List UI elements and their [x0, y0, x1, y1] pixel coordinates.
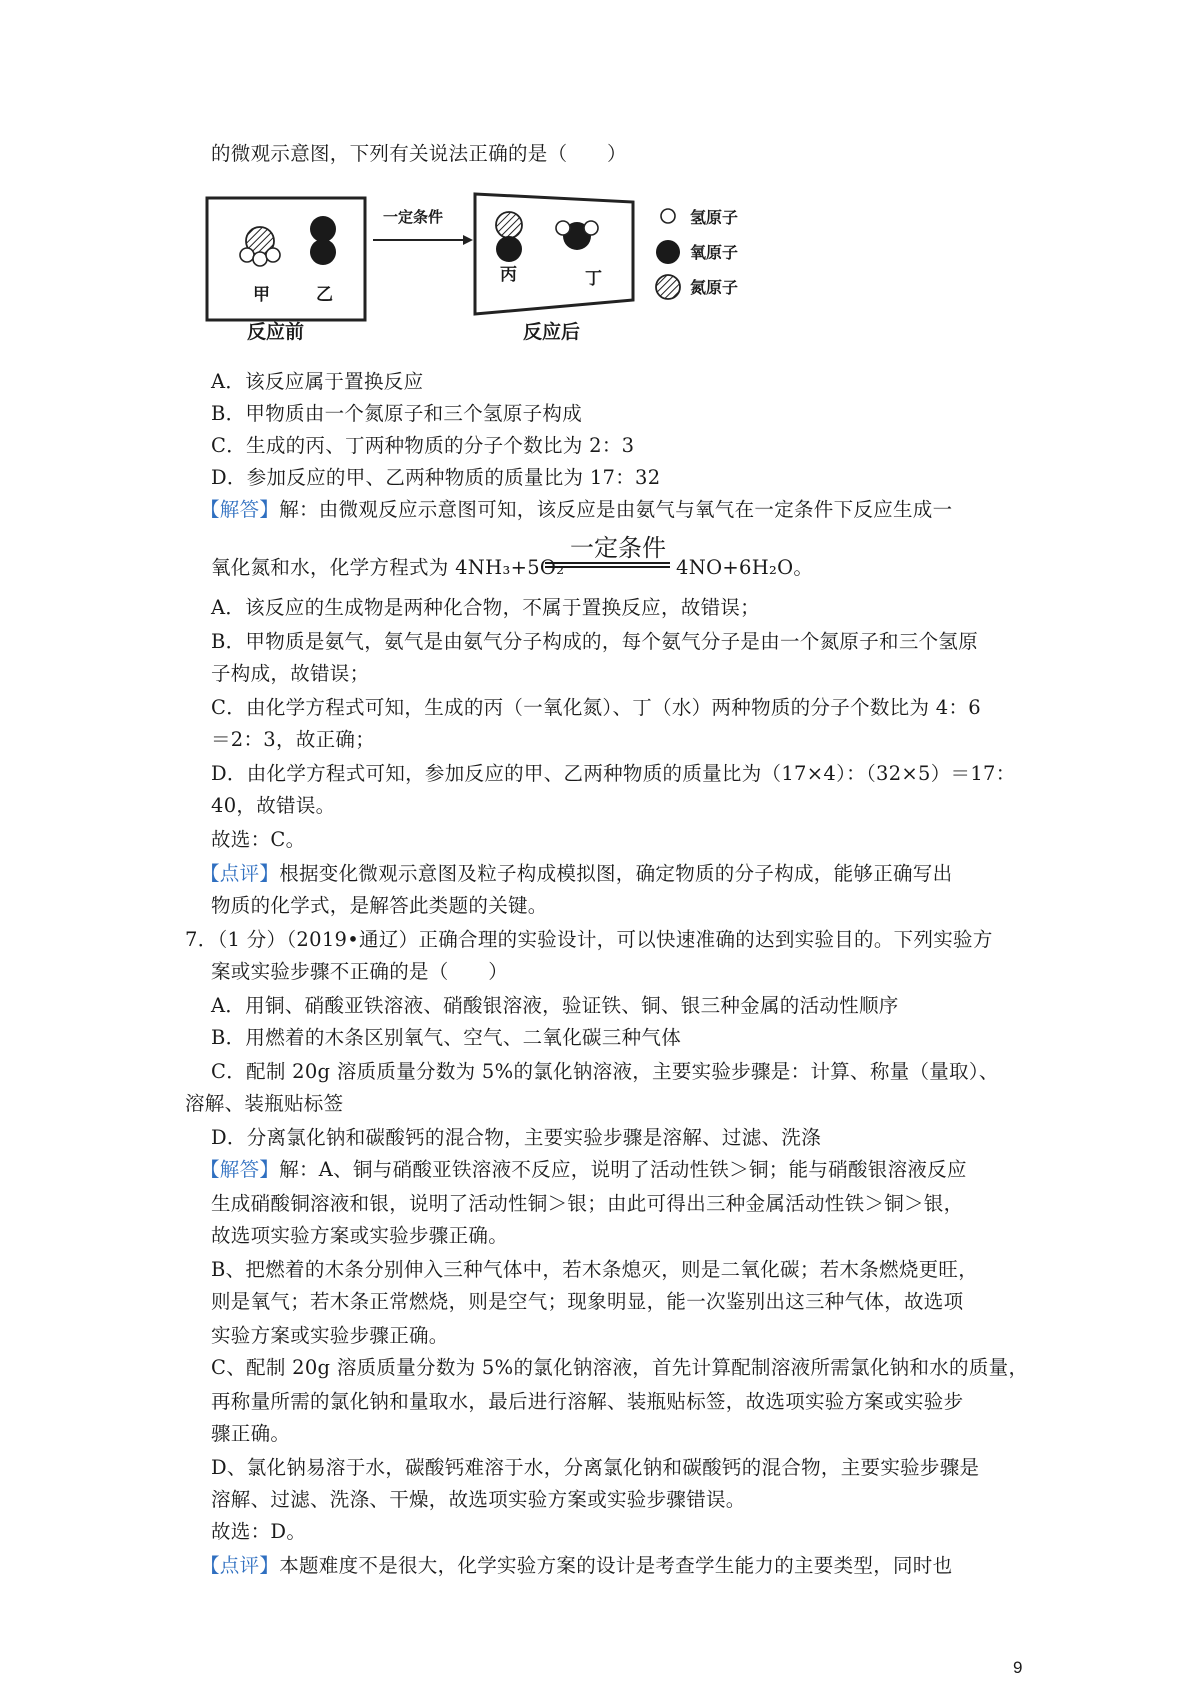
- equation-bar-top: [545, 562, 670, 564]
- equation-bar-bottom: [545, 566, 670, 568]
- q7-answer-b-3: 实验方案或实验步骤正确。: [211, 1324, 449, 1347]
- label-after: 反应后: [523, 321, 581, 343]
- q7-option-c-2: 溶解、装瓶贴标签: [185, 1092, 344, 1115]
- arrow-label: 一定条件: [383, 208, 444, 226]
- legend-nitrogen: 氮原子: [690, 278, 739, 297]
- q7-choice: 故选：D。: [211, 1520, 307, 1543]
- q6-option-d: D．参加反应的甲、乙两种物质的质量比为 17：32: [211, 466, 661, 489]
- comment-tag: 【点评】: [200, 862, 280, 885]
- q7-option-c-1: C．配制 20g 溶质质量分数为 5%的氯化钠溶液，主要实验步骤是：计算、称量（量取）、: [211, 1060, 999, 1083]
- q6-equation-left: 氧化氮和水，化学方程式为 4NH₃+5O₂: [211, 556, 565, 579]
- q7-answer-d-2: 溶解、过滤、洗涤、干燥，故选项实验方案或实验步骤错误。: [211, 1488, 746, 1511]
- label-yi: 乙: [316, 285, 333, 305]
- q7-answer-c-3: 骤正确。: [211, 1422, 291, 1445]
- q6-option-a: A．该反应属于置换反应: [211, 370, 424, 393]
- q6-answer-c-1: C．由化学方程式可知，生成的丙（一氧化氮）、丁（水）两种物质的分子个数比为 4：6: [211, 696, 981, 719]
- q6-answer-c-2: ＝2：3，故正确；: [211, 728, 376, 751]
- legend-oxygen: 氧原子: [690, 243, 739, 262]
- molecule-bing-icon: [496, 212, 522, 262]
- label-jia: 甲: [253, 285, 270, 305]
- molecule-ding-icon: [556, 221, 598, 250]
- q7-option-d: D．分离氯化钠和碳酸钙的混合物，主要实验步骤是溶解、过滤、洗涤: [211, 1126, 821, 1149]
- q6-comment-line-2: 物质的化学式，是解答此类题的关键。: [211, 894, 548, 917]
- q6-option-b: B．甲物质由一个氮原子和三个氢原子构成: [211, 402, 583, 425]
- q6-answer-d-1: D．由化学方程式可知，参加反应的甲、乙两种物质的质量比为（17×4）：（32×5）＝17：: [211, 762, 1016, 785]
- q7-answer-d-1: D、氯化钠易溶于水，碳酸钙难溶于水，分离氯化钠和碳酸钙的混合物，主要实验步骤是: [211, 1456, 980, 1479]
- q6-answer-b-2: 子构成，故错误；: [211, 662, 370, 685]
- question-7-line-1: 7．（1 分）（2019•通辽）正确合理的实验设计，可以快速准确的达到实验目的。下列实验方: [185, 928, 993, 951]
- q6-answer-b-1: B．甲物质是氨气，氨气是由氨气分子构成的，每个氨气分子是由一个氮原子和三个氢原: [211, 630, 979, 653]
- label-bing: 丙: [500, 265, 517, 285]
- legend-hydrogen: 氢原子: [690, 208, 739, 227]
- arrow-icon: [463, 235, 473, 245]
- question-7-line-2: 案或实验步骤不正确的是（ ）: [211, 960, 509, 983]
- q6-answer-a: A．该反应的生成物是两种化合物，不属于置换反应，故错误；: [211, 596, 760, 619]
- molecule-jia-icon: [240, 227, 280, 266]
- q6-equation-right: 4NO+6H₂O。: [676, 556, 814, 579]
- label-before: 反应前: [247, 321, 305, 343]
- q6-answer-line-1: 【解答】解：由微观反应示意图可知，该反应是由氨气与氧气在一定条件下反应生成一: [200, 498, 953, 521]
- q7-answer-a-2: 生成硝酸铜溶液和银，说明了活动性铜＞银；由此可得出三种金属活动性铁＞铜＞银，: [211, 1192, 964, 1215]
- reaction-diagram: [205, 192, 825, 348]
- before-box: [207, 198, 365, 320]
- q7-option-b: B．用燃着的木条区别氧气、空气、二氧化碳三种气体: [211, 1026, 682, 1049]
- q7-answer-c-2: 再称量所需的氯化钠和量取水，最后进行溶解、装瓶贴标签，故选项实验方案或实验步: [211, 1390, 964, 1413]
- q7-option-a: A．用铜、硝酸亚铁溶液、硝酸银溶液，验证铁、铜、银三种金属的活动性顺序: [211, 994, 899, 1017]
- q7-answer-b-1: B、把燃着的木条分别伸入三种气体中，若木条熄灭，则是二氧化碳；若木条燃烧更旺，: [211, 1258, 979, 1281]
- equation-condition: 一定条件: [570, 534, 666, 562]
- q6-choice: 故选：C。: [211, 828, 306, 851]
- q6-option-c: C．生成的丙、丁两种物质的分子个数比为 2：3: [211, 434, 635, 457]
- label-ding: 丁: [585, 269, 602, 289]
- comment-tag: 【点评】: [200, 1554, 280, 1577]
- q7-answer-c-1: C、配制 20g 溶质质量分数为 5%的氯化钠溶液，首先计算配制溶液所需氯化钠和水的质量，: [211, 1356, 1029, 1379]
- page-number: 9: [1013, 1658, 1023, 1677]
- q7-comment-line-1: 【点评】本题难度不是很大，化学实验方案的设计是考查学生能力的主要类型，同时也: [200, 1554, 953, 1577]
- q6-answer-d-2: 40，故错误。: [211, 794, 336, 817]
- legend: [656, 208, 738, 299]
- molecule-yi-icon: [310, 216, 336, 265]
- answer-tag: 【解答】: [200, 498, 280, 521]
- q7-answer-line-1: 【解答】解：A、铜与硝酸亚铁溶液不反应，说明了活动性铁＞铜；能与硝酸银溶液反应: [200, 1158, 967, 1181]
- q6-comment-line-1: 【点评】根据变化微观示意图及粒子构成模拟图，确定物质的分子构成，能够正确写出: [200, 862, 953, 885]
- q7-answer-b-2: 则是氧气；若木条正常燃烧，则是空气；现象明显，能一次鉴别出这三种气体，故选项: [211, 1290, 964, 1313]
- answer-tag: 【解答】: [200, 1158, 280, 1181]
- q7-answer-a-3: 故选项实验方案或实验步骤正确。: [211, 1224, 509, 1247]
- question-6-stem: 的微观示意图，下列有关说法正确的是（ ）: [211, 142, 627, 165]
